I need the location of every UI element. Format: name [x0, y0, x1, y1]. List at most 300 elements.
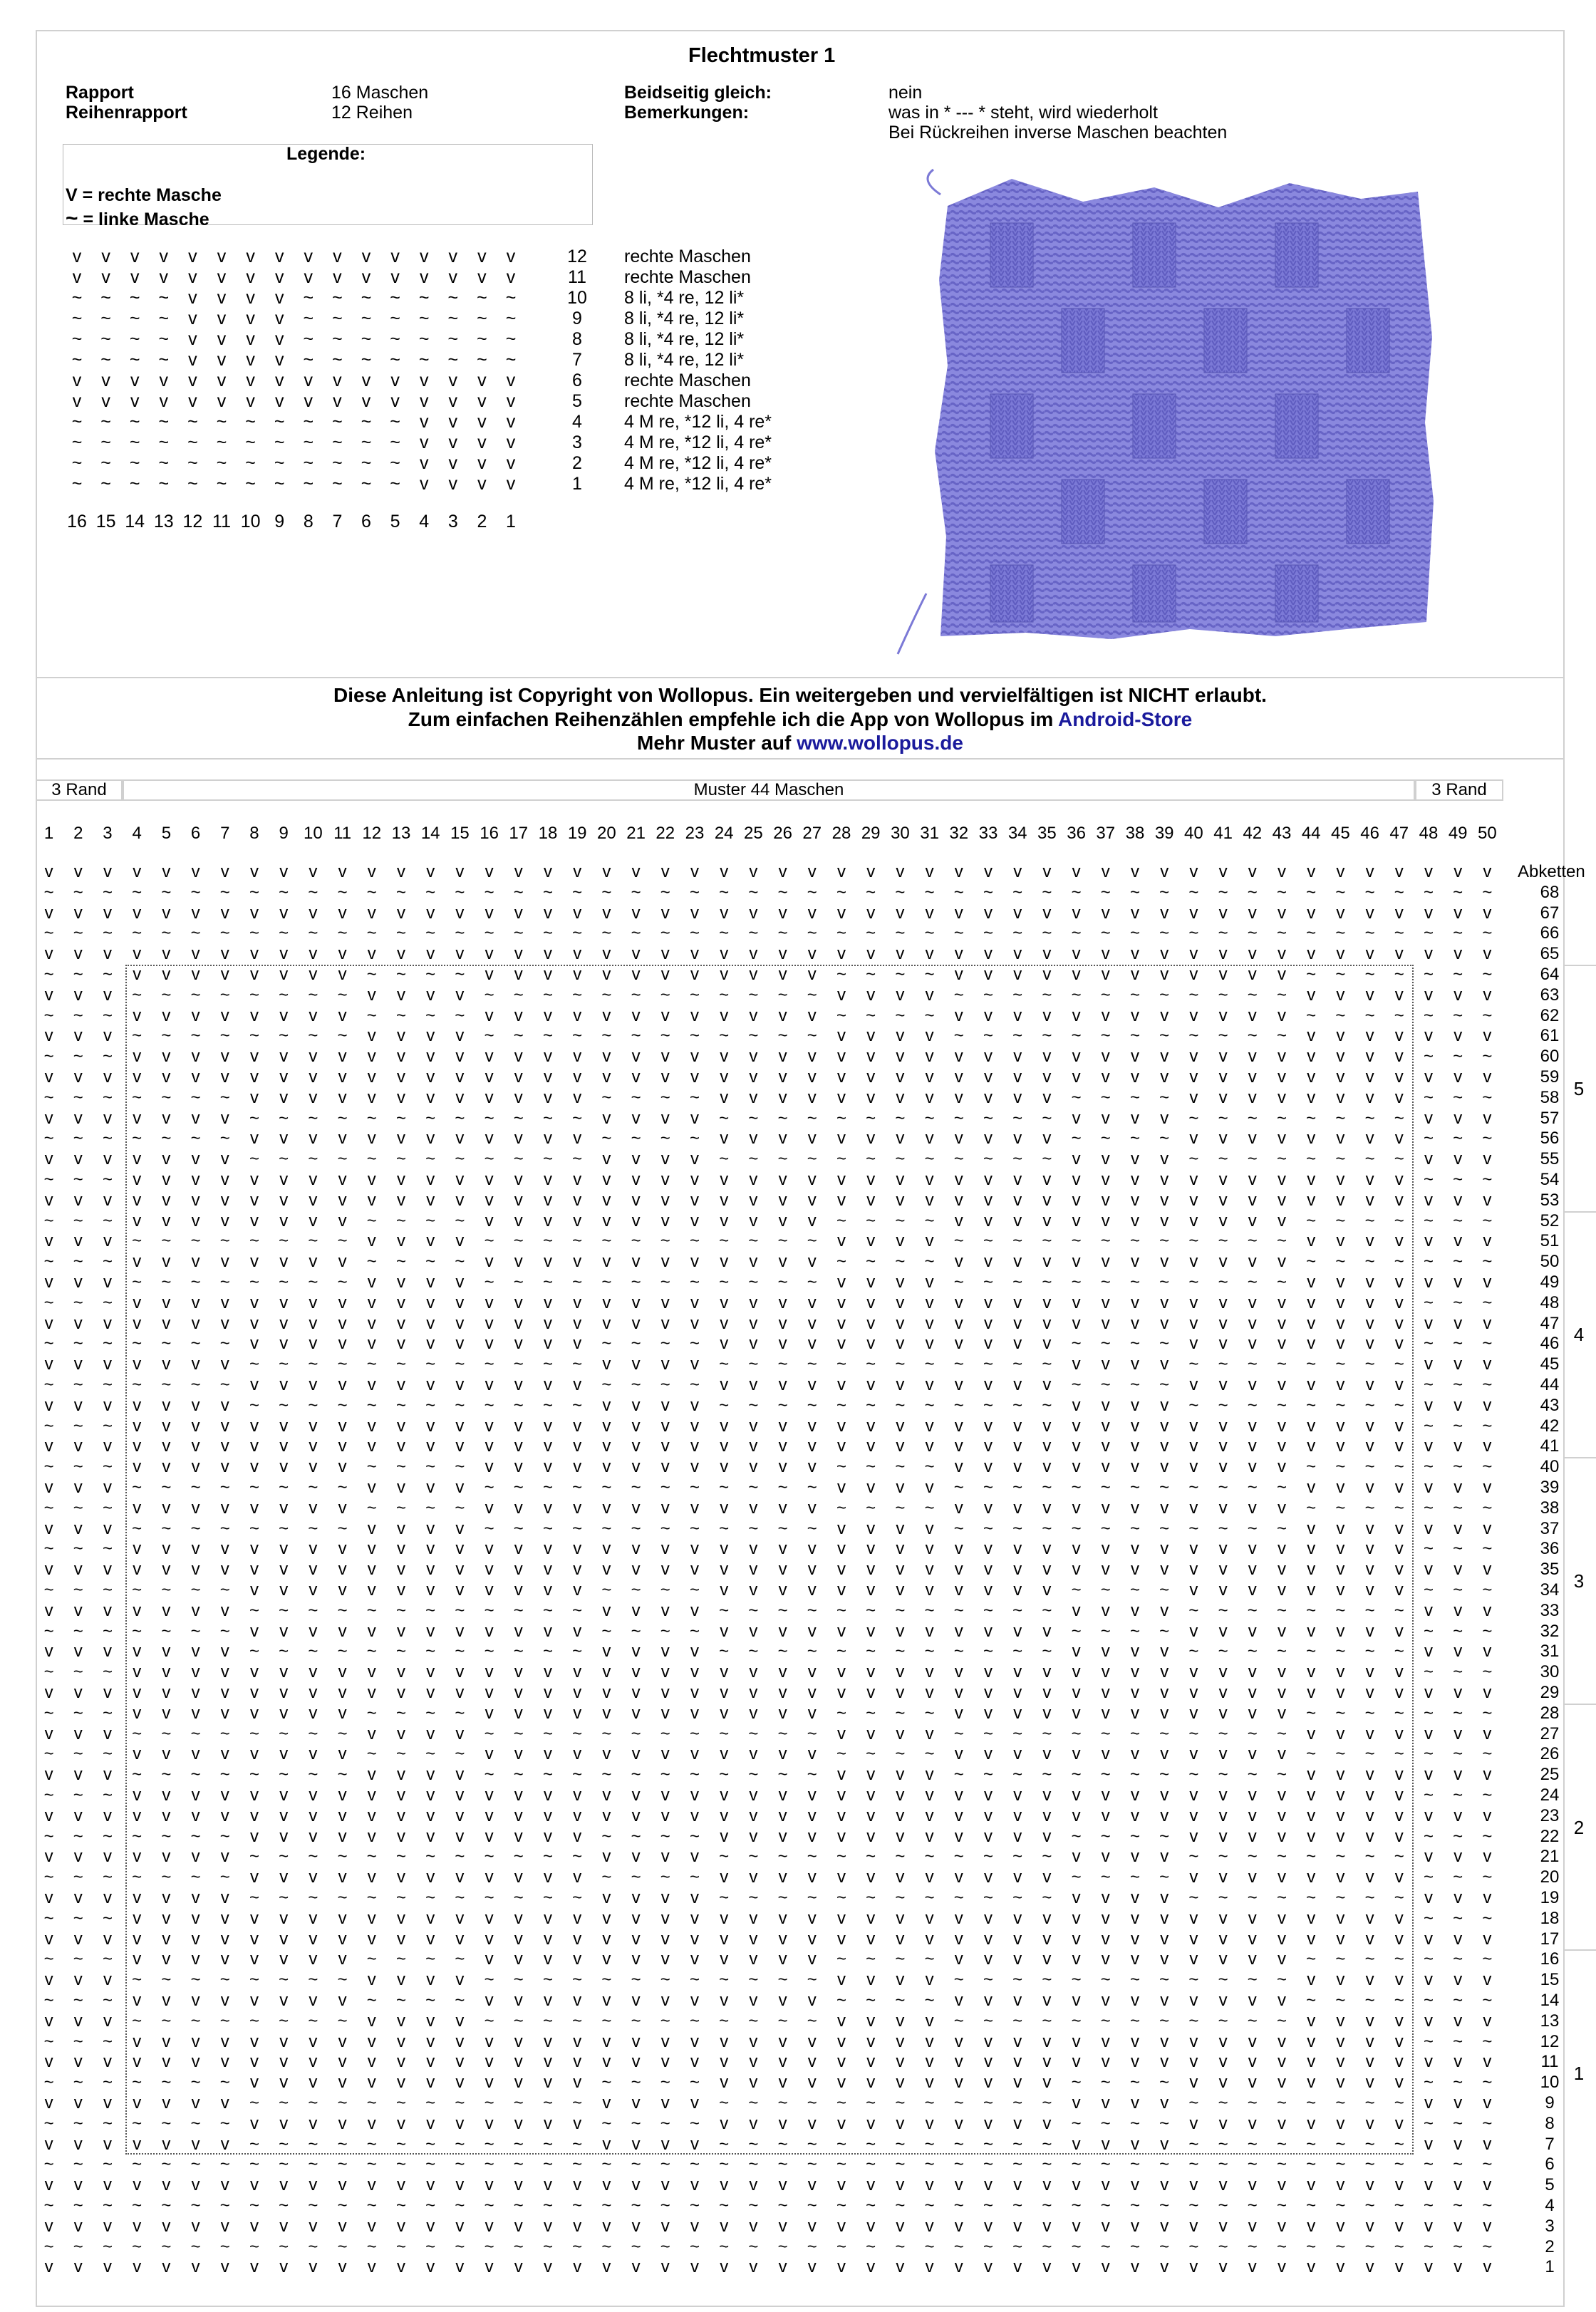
big-chart-stitch: ~: [739, 985, 768, 1006]
big-chart-stitch: v: [651, 1847, 680, 1867]
big-chart-stitch: v: [1120, 1436, 1149, 1457]
big-chart-stitch: v: [1032, 2175, 1062, 2196]
big-chart-stitch: ~: [1355, 2237, 1384, 2258]
big-chart-stitch: v: [1238, 2114, 1267, 2135]
big-chart-stitch: v: [1208, 1314, 1238, 1334]
big-chart-stitch: v: [210, 1067, 239, 1088]
big-chart-stitch: ~: [1091, 1088, 1120, 1109]
big-chart-stitch: v: [886, 944, 915, 965]
big-chart-stitch: v: [1150, 1683, 1179, 1704]
big-chart-stitch: ~: [797, 2155, 826, 2175]
big-chart-stitch: v: [710, 1622, 739, 1642]
big-chart-stitch: v: [710, 862, 739, 883]
big-chart-stitch: v: [944, 1991, 973, 2011]
big-chart-stitch: v: [152, 1560, 181, 1580]
big-chart-stitch: v: [475, 1744, 504, 1765]
big-chart-stitch: ~: [299, 883, 328, 903]
big-chart-stitch: v: [768, 1827, 797, 1847]
big-chart-stitch: v: [651, 2052, 680, 2073]
big-chart-stitch: v: [680, 1601, 709, 1622]
big-chart-stitch: ~: [1267, 2011, 1296, 2032]
big-chart-stitch: v: [563, 1498, 592, 1519]
big-chart-stitch: ~: [1414, 1088, 1443, 1109]
big-chart-stitch: v: [123, 1560, 152, 1580]
big-chart-stitch: v: [1267, 944, 1296, 965]
big-chart-stitch: ~: [1091, 2237, 1120, 2258]
big-chart-stitch: ~: [63, 1293, 93, 1314]
big-chart-stitch: ~: [1414, 1498, 1443, 1519]
big-chart-stitch: v: [93, 1026, 122, 1047]
big-chart-stitch: ~: [386, 1704, 415, 1724]
big-chart-stitch: v: [533, 1416, 562, 1437]
big-chart-stitch: v: [269, 1662, 299, 1683]
big-chart-stitch: v: [1032, 1949, 1062, 1970]
big-chart-stitch: ~: [1267, 1231, 1296, 1252]
big-chart-stitch: v: [1091, 1067, 1120, 1088]
big-chart-stitch: ~: [386, 2196, 415, 2217]
big-chart-stitch: v: [1032, 2032, 1062, 2053]
big-chart-stitch: v: [944, 965, 973, 985]
big-chart-stitch: v: [504, 2175, 533, 2196]
mini-chart-stitch: ~: [323, 350, 351, 370]
big-chart-stitch: v: [533, 1006, 562, 1027]
big-chart-stitch: ~: [1208, 1970, 1238, 1991]
big-chart-stitch: v: [269, 1211, 299, 1232]
big-chart-stitch: ~: [269, 2135, 299, 2155]
big-chart-stitch: v: [181, 1847, 210, 1867]
big-chart-stitch: v: [1208, 1170, 1238, 1191]
big-chart-stitch: ~: [34, 883, 63, 903]
wollopus-website-link[interactable]: www.wollopus.de: [797, 732, 963, 754]
rapport-label: 3: [1565, 1570, 1593, 1592]
big-chart-stitch: ~: [1473, 1170, 1502, 1191]
big-chart-stitch: v: [299, 1662, 328, 1683]
big-chart-stitch: v: [357, 2011, 386, 2032]
big-chart-stitch: v: [1150, 1006, 1179, 1027]
big-chart-stitch: v: [768, 862, 797, 883]
big-chart-stitch: v: [1384, 1683, 1414, 1704]
big-chart-stitch: ~: [1326, 2093, 1355, 2114]
big-chart-stitch: v: [886, 2257, 915, 2278]
big-chart-stitch: ~: [1267, 1847, 1296, 1867]
big-chart-row-number: 18: [1518, 1909, 1582, 1929]
big-chart-stitch: ~: [886, 2155, 915, 2175]
big-chart-stitch: v: [651, 1047, 680, 1067]
big-chart-stitch: ~: [152, 1724, 181, 1745]
big-chart-stitch: v: [357, 1662, 386, 1683]
big-chart-stitch: ~: [1091, 1867, 1120, 1888]
big-chart-stitch: ~: [886, 2135, 915, 2155]
big-chart-stitch: ~: [1150, 1375, 1179, 1396]
big-chart-stitch: ~: [1384, 2196, 1414, 2217]
big-chart-stitch: v: [1238, 1498, 1267, 1519]
big-chart-stitch: ~: [1414, 1457, 1443, 1478]
big-chart-stitch: v: [680, 1909, 709, 1929]
big-chart-stitch: v: [739, 2114, 768, 2135]
big-chart-stitch: v: [1062, 1396, 1091, 1416]
android-store-link[interactable]: Android-Store: [1058, 708, 1192, 730]
big-chart-stitch: v: [1238, 1088, 1267, 1109]
big-chart-stitch: ~: [1208, 1724, 1238, 1745]
big-chart-stitch: ~: [1414, 1293, 1443, 1314]
big-chart-stitch: v: [856, 1375, 886, 1396]
big-chart-stitch: ~: [1355, 1252, 1384, 1272]
big-chart-stitch: ~: [826, 1109, 856, 1129]
big-chart-stitch: v: [1238, 1129, 1267, 1149]
big-chart-stitch: v: [416, 1334, 445, 1354]
big-chart-stitch: v: [1297, 1231, 1326, 1252]
big-chart-stitch: ~: [1326, 1991, 1355, 2011]
big-chart-stitch: v: [1150, 1396, 1179, 1416]
big-chart-stitch: v: [886, 903, 915, 924]
big-chart-stitch: v: [1032, 1909, 1062, 1929]
big-chart-stitch: v: [1355, 2114, 1384, 2135]
big-chart-stitch: v: [621, 1560, 651, 1580]
big-chart-stitch: v: [1355, 2011, 1384, 2032]
big-chart-stitch: v: [1267, 1909, 1296, 1929]
big-chart-stitch: v: [592, 2093, 621, 2114]
big-chart-stitch: v: [1326, 1231, 1355, 1252]
big-chart-stitch: ~: [1238, 1970, 1267, 1991]
big-chart-stitch: ~: [1208, 1396, 1238, 1416]
big-chart-stitch: v: [710, 1416, 739, 1437]
big-chart-stitch: v: [797, 1006, 826, 1027]
big-chart-stitch: v: [1150, 2093, 1179, 2114]
big-chart-column-number: 38: [1120, 824, 1149, 844]
big-chart-stitch: ~: [886, 1211, 915, 1232]
big-chart-stitch: ~: [944, 1149, 973, 1170]
big-chart-stitch: ~: [1150, 2196, 1179, 2217]
big-chart-stitch: v: [1326, 1683, 1355, 1704]
big-chart-stitch: v: [299, 1539, 328, 1560]
big-chart-stitch: ~: [504, 2011, 533, 2032]
big-chart-stitch: v: [93, 1970, 122, 1991]
mini-chart-stitch: v: [265, 391, 294, 412]
big-chart-stitch: v: [1003, 903, 1032, 924]
big-chart-stitch: v: [445, 1314, 475, 1334]
big-chart-stitch: v: [1091, 2032, 1120, 2053]
big-chart-stitch: v: [1384, 1314, 1414, 1334]
mini-chart-stitch: ~: [352, 412, 380, 432]
big-chart-stitch: ~: [797, 1109, 826, 1129]
big-chart-stitch: v: [1150, 1170, 1179, 1191]
big-chart-stitch: v: [1091, 1293, 1120, 1314]
big-chart-stitch: v: [181, 1949, 210, 1970]
big-chart-stitch: v: [1297, 1622, 1326, 1642]
big-chart-stitch: v: [1267, 1334, 1296, 1354]
big-chart-stitch: ~: [621, 1519, 651, 1540]
big-chart-stitch: v: [797, 1252, 826, 1272]
big-chart-stitch: v: [973, 1498, 1002, 1519]
big-chart-stitch: v: [563, 2217, 592, 2237]
big-chart-stitch: v: [269, 1949, 299, 1970]
big-chart-stitch: v: [710, 1806, 739, 1827]
big-chart-stitch: v: [210, 2135, 239, 2155]
big-chart-stitch: v: [357, 1539, 386, 1560]
big-chart-stitch: v: [768, 1498, 797, 1519]
big-chart-stitch: ~: [1238, 2135, 1267, 2155]
big-chart-stitch: v: [93, 1396, 122, 1416]
big-chart-stitch: ~: [445, 1704, 475, 1724]
big-chart-row-number: 50: [1518, 1252, 1582, 1272]
rapport-divider: [1565, 1457, 1596, 1458]
big-chart-stitch: v: [1267, 1252, 1296, 1272]
big-chart-stitch: ~: [34, 2237, 63, 2258]
big-chart-stitch: ~: [269, 1478, 299, 1498]
big-chart-stitch: ~: [1179, 2155, 1208, 2175]
big-chart-stitch: ~: [944, 923, 973, 944]
big-chart-stitch: v: [1003, 862, 1032, 883]
big-chart-column-number: 49: [1444, 824, 1473, 844]
big-chart-stitch: v: [416, 2052, 445, 2073]
big-chart-stitch: v: [1384, 1191, 1414, 1211]
big-chart-stitch: v: [1150, 1642, 1179, 1662]
big-chart-stitch: v: [416, 1765, 445, 1785]
big-chart-stitch: ~: [63, 1334, 93, 1354]
big-chart-stitch: ~: [1355, 1149, 1384, 1170]
big-chart-stitch: v: [152, 944, 181, 965]
big-chart-stitch: v: [1208, 2257, 1238, 2278]
big-chart-stitch: v: [239, 2032, 269, 2053]
mini-chart-stitch: v: [294, 247, 323, 267]
big-chart-column-number: 32: [944, 824, 973, 844]
big-chart-stitch: v: [915, 2114, 944, 2135]
big-chart-stitch: v: [592, 1396, 621, 1416]
big-chart-stitch: v: [621, 2257, 651, 2278]
big-chart-stitch: v: [621, 1170, 651, 1191]
big-chart-stitch: ~: [1120, 985, 1149, 1006]
mini-chart-stitch: ~: [150, 309, 178, 329]
big-chart-stitch: v: [563, 965, 592, 985]
big-chart-stitch: v: [1003, 1047, 1032, 1067]
big-chart-stitch: ~: [973, 883, 1002, 903]
big-chart-stitch: ~: [1179, 2135, 1208, 2155]
big-chart-stitch: v: [1179, 1088, 1208, 1109]
big-chart-stitch: v: [93, 2011, 122, 2032]
big-chart-stitch: v: [1473, 1067, 1502, 1088]
big-chart-stitch: v: [475, 1416, 504, 1437]
legend-knit: V = rechte Masche: [66, 185, 222, 206]
big-chart-stitch: v: [1032, 1211, 1062, 1232]
big-chart-stitch: v: [299, 965, 328, 985]
big-chart-stitch: v: [1208, 1088, 1238, 1109]
big-chart-stitch: ~: [1473, 1334, 1502, 1354]
big-chart-column-number: 40: [1179, 824, 1208, 844]
big-chart-stitch: ~: [710, 1149, 739, 1170]
big-chart-stitch: ~: [1473, 1047, 1502, 1067]
big-chart-stitch: v: [357, 1806, 386, 1827]
big-chart-stitch: v: [181, 1704, 210, 1724]
big-chart-stitch: ~: [1444, 1949, 1473, 1970]
big-chart-stitch: v: [621, 1929, 651, 1950]
big-chart-stitch: ~: [1179, 1396, 1208, 1416]
big-chart-stitch: v: [357, 1436, 386, 1457]
big-chart-stitch: v: [416, 1067, 445, 1088]
big-chart-stitch: v: [1267, 1047, 1296, 1067]
big-chart-stitch: v: [1355, 1909, 1384, 1929]
big-chart-stitch: ~: [1003, 1109, 1032, 1129]
big-chart-stitch: ~: [1444, 2073, 1473, 2093]
big-chart-stitch: v: [915, 1191, 944, 1211]
big-chart-stitch: v: [123, 1006, 152, 1027]
copyright-line2: [36, 708, 1565, 731]
big-chart-stitch: v: [710, 1314, 739, 1334]
big-chart-stitch: ~: [1473, 1293, 1502, 1314]
big-chart-stitch: v: [504, 2032, 533, 2053]
big-chart-stitch: v: [1414, 985, 1443, 1006]
big-chart-stitch: v: [1267, 1539, 1296, 1560]
mini-chart-stitch: v: [381, 247, 410, 267]
big-chart-stitch: v: [1267, 2217, 1296, 2237]
big-chart-stitch: ~: [1091, 1272, 1120, 1293]
big-chart-stitch: v: [1150, 1252, 1179, 1272]
mini-chart-stitch: ~: [92, 412, 120, 432]
big-chart-stitch: v: [826, 1929, 856, 1950]
big-chart-stitch: v: [299, 2052, 328, 2073]
big-chart-stitch: v: [475, 1457, 504, 1478]
big-chart-stitch: v: [1120, 1847, 1149, 1867]
big-chart-stitch: v: [1297, 2257, 1326, 2278]
big-chart-stitch: ~: [1091, 1026, 1120, 1047]
big-chart-stitch: v: [123, 1601, 152, 1622]
big-chart-stitch: ~: [1208, 1109, 1238, 1129]
big-chart-stitch: ~: [563, 1765, 592, 1785]
big-chart-stitch: v: [93, 1888, 122, 1909]
big-chart-stitch: v: [416, 1867, 445, 1888]
big-chart-stitch: v: [680, 1252, 709, 1272]
big-chart-stitch: ~: [1003, 1970, 1032, 1991]
big-chart-stitch: v: [680, 1211, 709, 1232]
big-chart-stitch: v: [123, 1744, 152, 1765]
big-chart-stitch: ~: [710, 1109, 739, 1129]
big-chart-stitch: ~: [475, 2135, 504, 2155]
big-chart-stitch: ~: [1444, 1744, 1473, 1765]
mini-chart-stitch: ~: [120, 288, 149, 309]
big-chart-stitch: v: [886, 1047, 915, 1067]
big-chart-stitch: ~: [1414, 1662, 1443, 1683]
big-chart-stitch: ~: [1297, 923, 1326, 944]
big-chart-stitch: v: [1414, 1601, 1443, 1622]
big-chart-stitch: ~: [1326, 1396, 1355, 1416]
big-chart-stitch: v: [269, 1929, 299, 1950]
big-chart-stitch: ~: [592, 1519, 621, 1540]
big-chart-stitch: v: [710, 1293, 739, 1314]
big-chart-stitch: v: [34, 1026, 63, 1047]
big-chart-stitch: ~: [328, 883, 357, 903]
big-chart-stitch: ~: [856, 1601, 886, 1622]
big-chart-stitch: v: [1179, 1949, 1208, 1970]
big-chart-stitch: v: [856, 1622, 886, 1642]
big-chart-stitch: v: [1208, 1704, 1238, 1724]
big-chart-stitch: v: [1003, 2114, 1032, 2135]
big-chart-stitch: v: [210, 1149, 239, 1170]
big-chart-stitch: v: [826, 1580, 856, 1601]
mini-chart-row-number: 4: [563, 412, 591, 432]
big-chart-stitch: v: [1238, 1929, 1267, 1950]
big-chart-stitch: v: [357, 1314, 386, 1334]
big-chart-stitch: v: [1355, 1170, 1384, 1191]
big-chart-stitch: v: [1326, 1827, 1355, 1847]
big-chart-stitch: v: [973, 1991, 1002, 2011]
big-chart-stitch: ~: [63, 1375, 93, 1396]
big-chart-stitch: v: [710, 1580, 739, 1601]
big-chart-stitch: v: [592, 1211, 621, 1232]
big-chart-stitch: v: [1267, 1129, 1296, 1149]
big-chart-stitch: ~: [416, 1642, 445, 1662]
big-chart-stitch: v: [1208, 1293, 1238, 1314]
big-chart-stitch: ~: [1267, 1970, 1296, 1991]
big-chart-stitch: v: [181, 1067, 210, 1088]
big-chart-stitch: v: [34, 1314, 63, 1334]
big-chart-stitch: ~: [1003, 1354, 1032, 1375]
big-chart-stitch: v: [1444, 1067, 1473, 1088]
big-chart-stitch: ~: [797, 1272, 826, 1293]
big-chart-stitch: ~: [621, 1026, 651, 1047]
big-chart-stitch: v: [1238, 2032, 1267, 2053]
big-chart-stitch: v: [739, 1067, 768, 1088]
big-chart-stitch: ~: [152, 2237, 181, 2258]
big-chart-stitch: v: [357, 1231, 386, 1252]
big-chart-stitch: v: [944, 944, 973, 965]
big-chart-stitch: ~: [357, 883, 386, 903]
big-chart-stitch: v: [93, 1067, 122, 1088]
big-chart-stitch: ~: [416, 883, 445, 903]
big-chart-stitch: v: [1032, 1067, 1062, 1088]
big-chart-stitch: v: [1003, 1006, 1032, 1027]
big-chart-stitch: ~: [504, 2093, 533, 2114]
big-chart-row-number: 14: [1518, 1991, 1582, 2011]
big-chart-stitch: v: [563, 1211, 592, 1232]
big-chart-stitch: ~: [1444, 1662, 1473, 1683]
big-chart-stitch: ~: [181, 2155, 210, 2175]
big-chart-stitch: ~: [944, 2135, 973, 2155]
big-chart-stitch: ~: [269, 2196, 299, 2217]
big-chart-stitch: ~: [1414, 1909, 1443, 1929]
big-chart-stitch: v: [973, 1088, 1002, 1109]
big-chart-stitch: v: [944, 1416, 973, 1437]
big-chart-stitch: v: [1208, 1560, 1238, 1580]
big-chart-stitch: ~: [856, 1744, 886, 1765]
big-chart-stitch: ~: [973, 2237, 1002, 2258]
big-chart-stitch: v: [1208, 1067, 1238, 1088]
big-chart-stitch: v: [1091, 1949, 1120, 1970]
big-chart-stitch: v: [797, 2073, 826, 2093]
big-chart-stitch: v: [710, 1539, 739, 1560]
big-chart-stitch: ~: [1297, 2093, 1326, 2114]
big-chart-stitch: v: [886, 1765, 915, 1785]
big-chart-stitch: v: [123, 1806, 152, 1827]
big-chart-stitch: v: [1091, 2257, 1120, 2278]
big-chart-stitch: v: [944, 1806, 973, 1827]
mini-chart-stitch: v: [439, 474, 467, 494]
big-chart-stitch: ~: [621, 1580, 651, 1601]
big-chart-stitch: ~: [210, 1970, 239, 1991]
big-chart-stitch: ~: [886, 1991, 915, 2011]
big-chart-stitch: v: [1326, 1622, 1355, 1642]
big-chart-stitch: v: [1297, 1827, 1326, 1847]
big-chart-stitch: v: [1473, 1272, 1502, 1293]
big-chart-stitch: ~: [299, 1231, 328, 1252]
big-chart-row-number: 6: [1518, 2155, 1582, 2175]
big-chart-stitch: ~: [739, 1478, 768, 1498]
mini-chart-stitch: v: [150, 391, 178, 412]
big-chart-stitch: ~: [357, 2155, 386, 2175]
big-chart-stitch: v: [416, 2217, 445, 2237]
big-chart-stitch: v: [210, 1806, 239, 1827]
big-chart-stitch: v: [1384, 1129, 1414, 1149]
big-chart-column-number: 4: [123, 824, 152, 844]
big-chart-stitch: v: [445, 1765, 475, 1785]
